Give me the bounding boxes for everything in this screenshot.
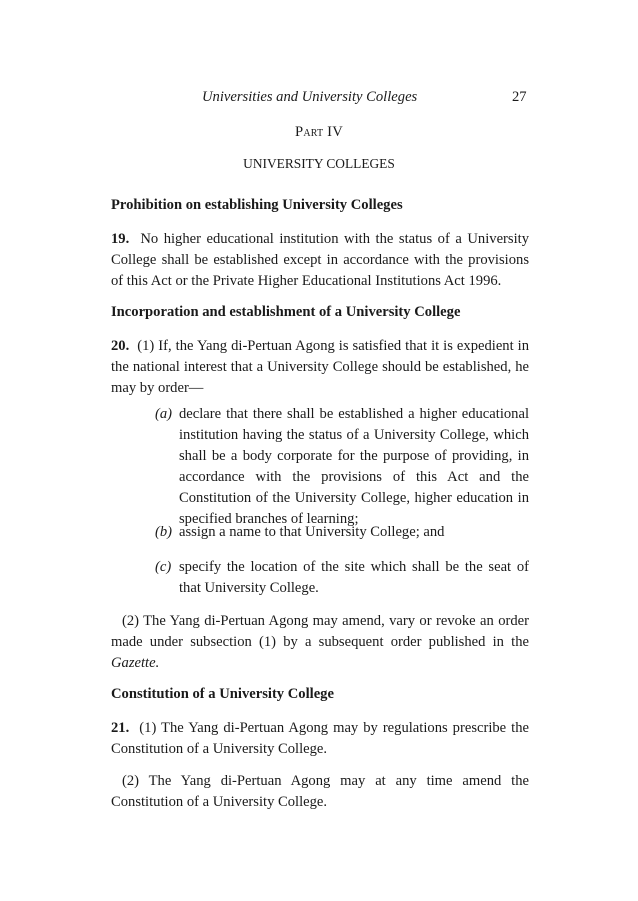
section-21-subsection-1-text: (1) The Yang di-Pertuan Agong may by regulations prescribe the Constitution of a University College. xyxy=(111,720,529,757)
section-20-subsection-2 xyxy=(111,611,529,674)
part-title: UNIVERSITY COLLEGES xyxy=(243,156,395,171)
section-19-text: No higher educational institution with the status of a University College shall be established except in accordance with the provisions of this Act or the Private Higher Educational Institutions Act 1996. xyxy=(111,231,530,289)
paragraph-b-text: assign a name to that University College; and xyxy=(179,524,445,540)
paragraph-a-text: declare that there shall be established a higher educational institution having the status of a University College, which shall be a body corporate for the purpose of providing, in accordance with the provisions of this Act and the Constitution of the University College, higher education in specified branches of learning; xyxy=(179,406,529,527)
paragraph-a xyxy=(155,404,529,530)
section-20-number: 20. xyxy=(111,338,130,354)
paragraph-b xyxy=(155,522,529,543)
gazette-reference: Gazette. xyxy=(111,655,160,671)
running-title: Universities and University Colleges xyxy=(202,89,418,105)
paragraph-b-label: (b) xyxy=(155,524,173,540)
section-19-heading: Prohibition on establishing University Colleges xyxy=(111,197,403,213)
section-20-subsection-2-text: (2) The Yang di-Pertuan Agong may amend, vary or revoke an order made under subsection (1) by a subsequent order published in the xyxy=(111,613,529,650)
section-21-heading: Constitution of a University College xyxy=(111,686,334,702)
running-header xyxy=(0,87,638,109)
paragraph-a-label: (a) xyxy=(155,406,173,422)
page-number: 27 xyxy=(512,89,527,105)
section-19-body xyxy=(111,229,529,292)
section-21-subsection-1 xyxy=(111,718,529,760)
section-20-heading: Incorporation and establishment of a University College xyxy=(111,304,461,320)
paragraph-c-text: specify the location of the site which shall be the seat of that University College. xyxy=(179,559,529,596)
section-21-number: 21. xyxy=(111,720,130,736)
section-20-subsection-1-text: (1) If, the Yang di-Pertuan Agong is satisfied that it is expedient in the national interest that a University College should be established, he may by order— xyxy=(111,338,529,396)
section-19-number: 19. xyxy=(111,231,130,247)
section-20-subsection-1 xyxy=(111,336,529,399)
section-21-subsection-2: (2) The Yang di-Pertuan Agong may at any time amend the Constitution of a University College. xyxy=(111,773,529,810)
part-heading: Part IV xyxy=(295,124,343,140)
paragraph-c xyxy=(155,557,529,599)
paragraph-c-label: (c) xyxy=(155,559,172,575)
